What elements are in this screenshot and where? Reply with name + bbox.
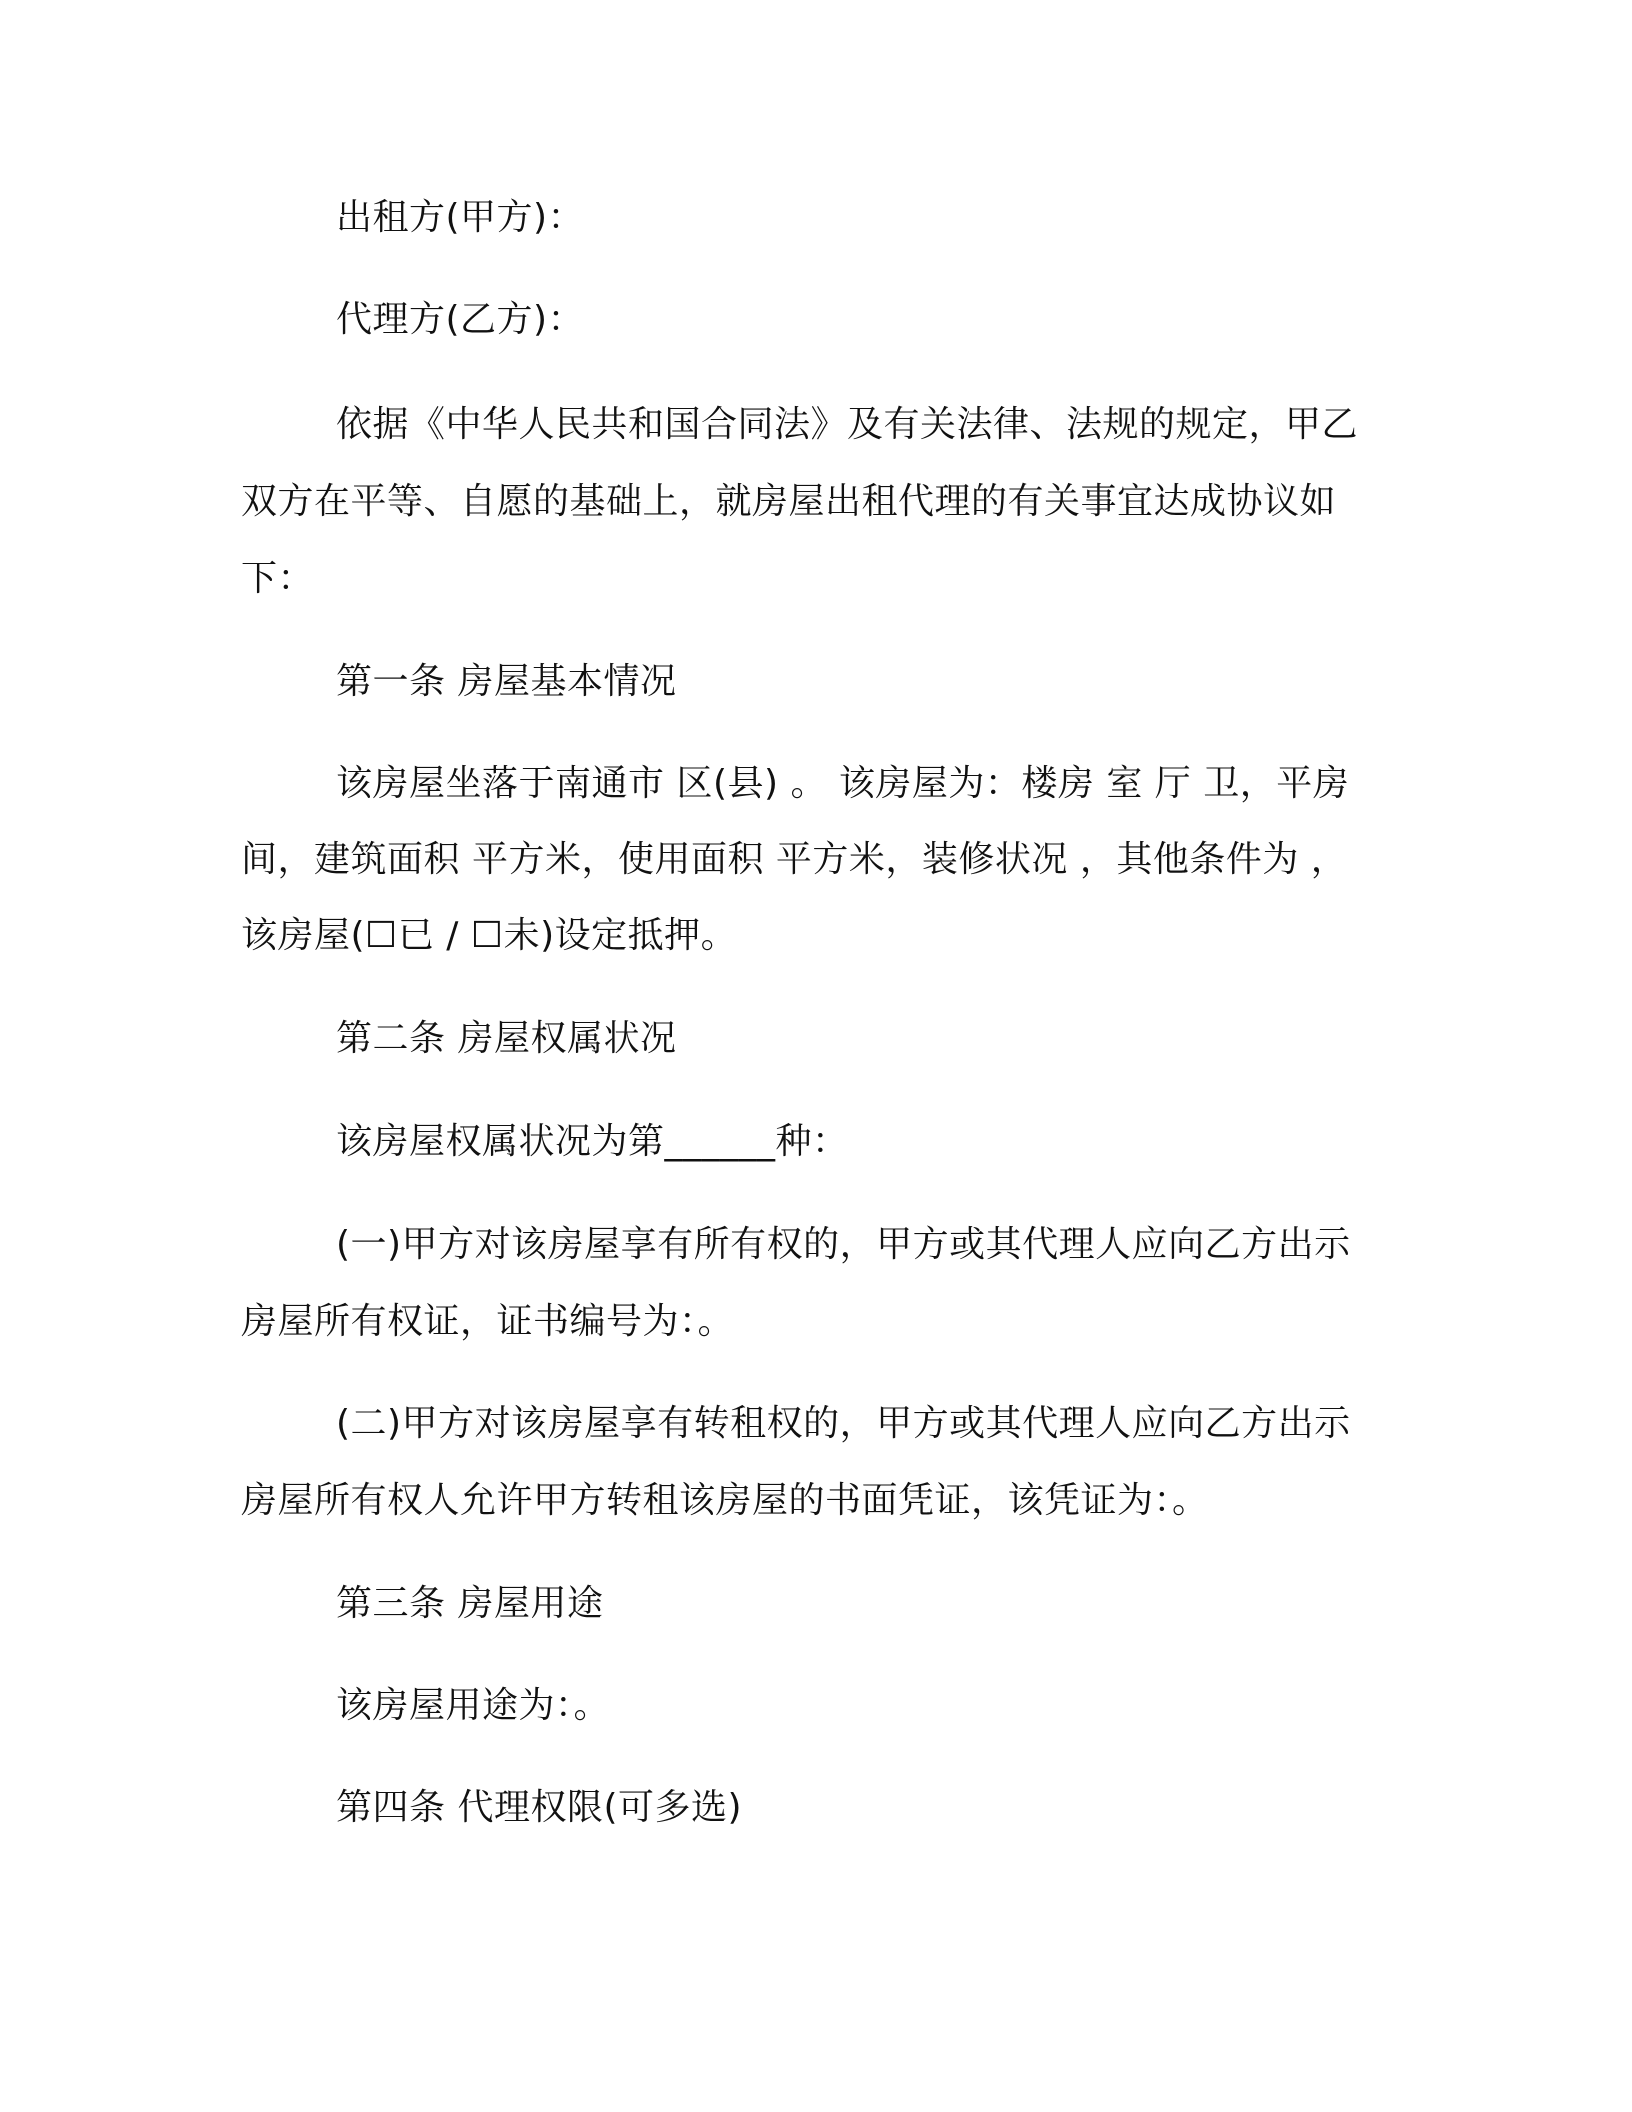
article-3-heading: 第三条 房屋用途	[336, 1583, 604, 1624]
preamble-line-3: 下：	[241, 558, 315, 599]
article-2-item-2-line-2: 房屋所有权人允许甲方转租该房屋的书面凭证，该凭证为：。	[241, 1480, 1209, 1521]
article-2-item-1-line-1: (一)甲方对该房屋享有所有权的，甲方或其代理人应向乙方出示	[336, 1224, 1351, 1265]
article-1-heading: 第一条 房屋基本情况	[336, 661, 677, 702]
article-1-line-1: 该房屋坐落于南通市 区(县) 。 该房屋为：楼房 室 厅 卫，平房	[336, 763, 1350, 804]
lessor-party-line: 出租方(甲方)：	[336, 197, 585, 238]
article-2-intro: 该房屋权属状况为第______种：	[336, 1121, 849, 1162]
preamble-line-1: 依据《中华人民共和国合同法》及有关法律、法规的规定，甲乙	[336, 404, 1359, 445]
article-2-item-2-line-1: (二)甲方对该房屋享有转租权的，甲方或其代理人应向乙方出示	[336, 1403, 1351, 1444]
article-1-line-2: 间，建筑面积 平方米，使用面积 平方米，装修状况 ，其他条件为 ，	[241, 839, 1348, 880]
article-3-line-1: 该房屋用途为：。	[336, 1685, 611, 1726]
article-2-item-1-line-2: 房屋所有权证，证书编号为：。	[241, 1301, 735, 1342]
agent-party-line: 代理方(乙方)：	[336, 299, 585, 340]
article-4-heading: 第四条 代理权限(可多选)	[336, 1787, 743, 1828]
article-1-line-3: 该房屋(☐已 / ☐未)设定抵押。	[241, 915, 738, 956]
article-2-heading: 第二条 房屋权属状况	[336, 1018, 677, 1059]
preamble-line-2: 双方在平等、自愿的基础上，就房屋出租代理的有关事宜达成协议如	[241, 481, 1337, 522]
